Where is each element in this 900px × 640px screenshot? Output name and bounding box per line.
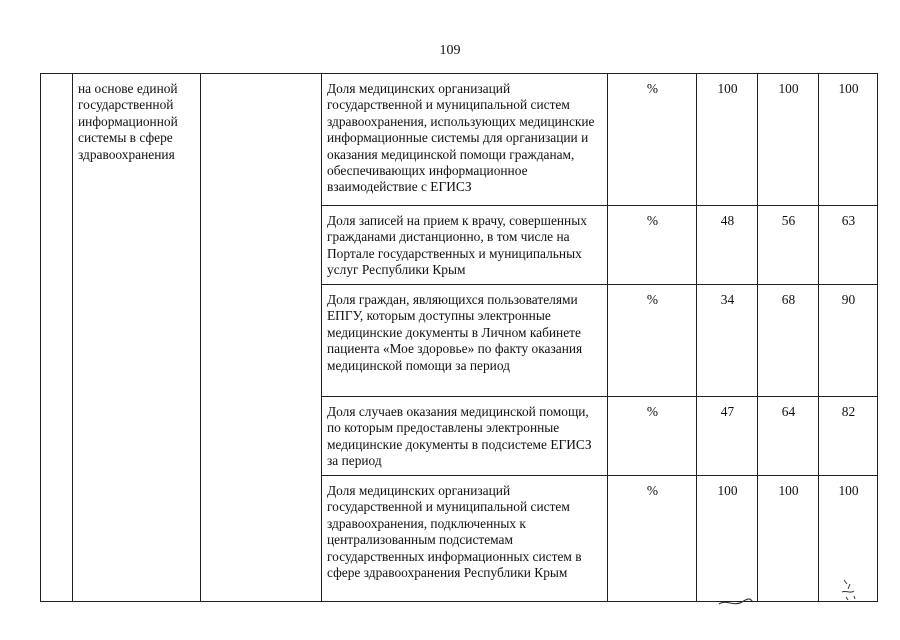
value-year-3: 100 (819, 74, 878, 206)
indicator-name: Доля граждан, являющихся пользователями ЕПГУ, которым доступны электронные медицинские документы в Личном кабинете пациента «Мое здоровье» по факту оказания медицинской помощи за период (322, 285, 608, 397)
unit-cell: % (608, 476, 697, 602)
value-year-2: 100 (758, 74, 819, 206)
responsible-column-cell (201, 74, 322, 602)
unit-cell: % (608, 74, 697, 206)
value-year-2: 56 (758, 206, 819, 285)
value-year-1: 34 (697, 285, 758, 397)
handwritten-mark (836, 574, 864, 604)
unit-cell: % (608, 285, 697, 397)
value-year-1: 100 (697, 476, 758, 602)
page-number: 109 (439, 43, 461, 58)
handwritten-mark (716, 590, 756, 612)
value-year-3: 100 (819, 476, 878, 602)
unit-cell: % (608, 206, 697, 285)
number-column-cell (41, 74, 73, 602)
table-row (41, 74, 878, 206)
unit-cell: % (608, 397, 697, 476)
value-year-2: 64 (758, 397, 819, 476)
value-year-1: 100 (697, 74, 758, 206)
value-year-1: 48 (697, 206, 758, 285)
indicator-name: Доля медицинских организаций государственной и муниципальной систем здравоохранения, использующих медицинские информационные системы для организации и оказания медицинской помощи гражданам, обеспечивающих информационное взаимодействие с ЕГИСЗ (322, 74, 608, 206)
indicators-table (40, 73, 878, 602)
value-year-3: 82 (819, 397, 878, 476)
indicator-name: Доля медицинских организаций государственной и муниципальной систем здравоохранения, подключенных к централизованным подсистемам государственных информационных систем в сфере здравоохранения Республики Крым (322, 476, 608, 602)
indicator-name: Доля записей на прием к врачу, совершенных гражданами дистанционно, в том числе на Портале государственных и муниципальных услуг Республики Крым (322, 206, 608, 285)
indicator-name: Доля случаев оказания медицинской помощи, по которым предоставлены электронные медицинские документы в подсистеме ЕГИСЗ за период (322, 397, 608, 476)
measure-description-cell: на основе единой государственной информационной системы в сфере здравоохранения (73, 74, 201, 602)
value-year-1: 47 (697, 397, 758, 476)
value-year-3: 90 (819, 285, 878, 397)
value-year-2: 100 (758, 476, 819, 602)
value-year-2: 68 (758, 285, 819, 397)
value-year-3: 63 (819, 206, 878, 285)
